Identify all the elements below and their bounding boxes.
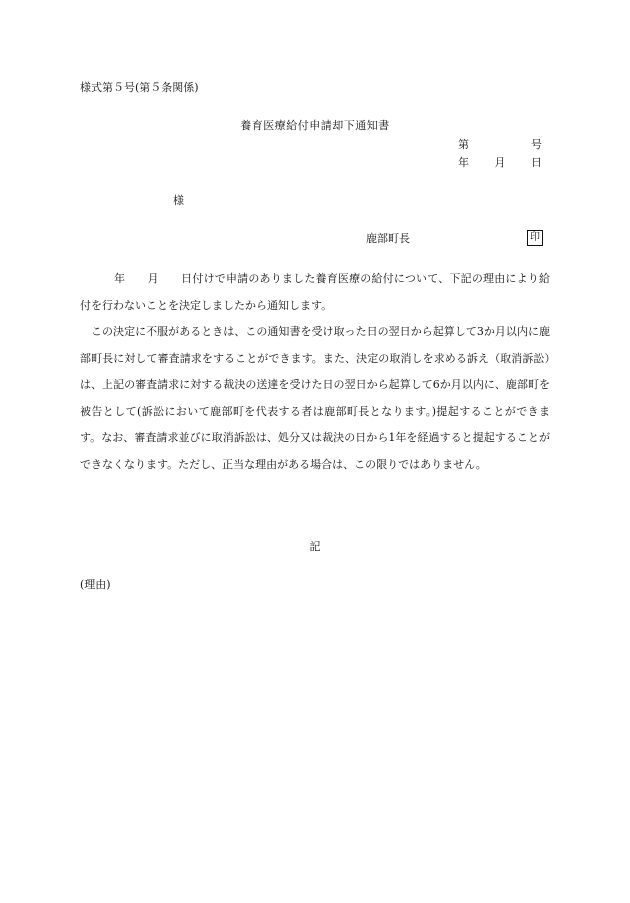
ki-heading: 記: [309, 540, 321, 553]
number-suffix: 号: [531, 138, 542, 151]
date-month: 月: [494, 156, 506, 169]
notice-paragraph-2: この決定に不服があるときは、この通知書を受け取った日の翌日から起算して3か月以内に鹿部町長に対して審査請求をすることができます。また、決定の取消しを求める訴え（取消訴訟）は、上記の審査請求に対する裁決の送達を受けた日の翌日から起算して6か月以内に、鹿部町を被告として(訴訟において鹿部町を代表する者は鹿部町長となります。)提起することができます。なお、審査請求並びに取消訴訟は、処分又は裁決の日から1年を経過すると提起することができなくなります。ただし、正当な理由がある場合は、この限りではありません。: [80, 325, 550, 471]
form-number: 様式第５号(第５条関係): [80, 81, 199, 94]
number-prefix: 第: [458, 138, 469, 151]
sender-name: 鹿部町長: [366, 232, 410, 245]
seal-stamp: 印: [527, 230, 543, 246]
document-number-line: [458, 139, 542, 150]
notice-body: [80, 266, 550, 478]
notice-paragraph-1: 年 月 日付けで申請のありました養育医療の給付について、下記の理由により給付を行わないことを決定しましたから通知します。: [80, 272, 550, 312]
date-day: 日: [531, 156, 542, 169]
addressee-honorific: 様: [173, 194, 184, 207]
date-line: [458, 157, 542, 168]
document-title: 養育医療給付申請却下通知書: [240, 119, 390, 132]
reason-label: (理由): [80, 578, 111, 591]
date-year: 年: [458, 156, 469, 169]
